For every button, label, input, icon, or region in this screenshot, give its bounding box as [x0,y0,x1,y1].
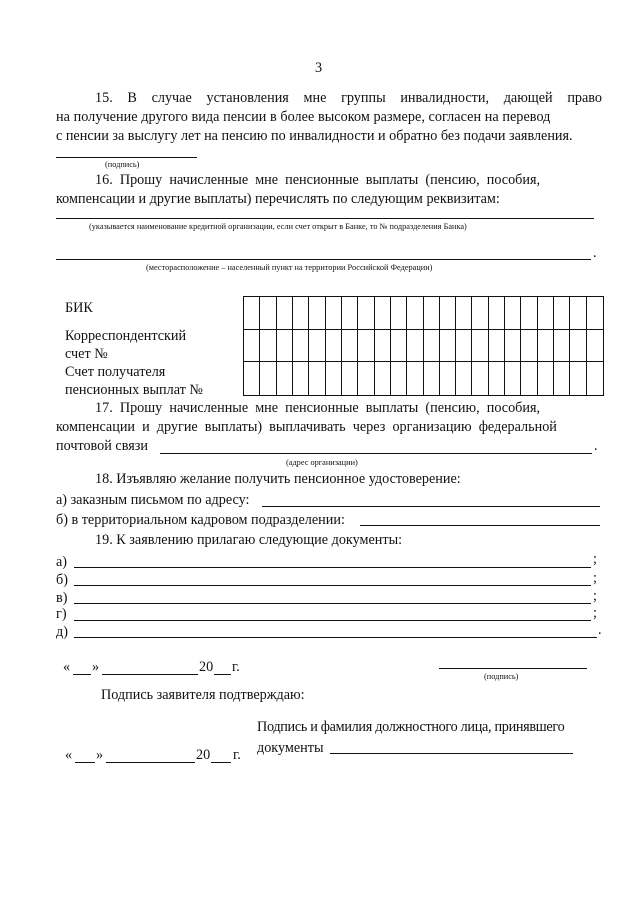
p16-line1: 16. Прошу начисленные мне пенсионные выплаты (пенсию, пособия, [95,172,541,188]
requisites-cell[interactable] [358,362,374,395]
bank-caption: (указывается наименование кредитной организации, если счет открыт в Банке, то № подразделения Банка) [89,222,467,231]
signature-caption: (подпись) [105,160,140,169]
requisites-cell[interactable] [587,330,603,363]
requisites-cell[interactable] [570,330,586,363]
requisites-cell[interactable] [375,297,391,330]
requisites-cell[interactable] [456,297,472,330]
p15-word: дающей [503,90,553,106]
requisites-cell[interactable] [538,362,554,395]
requisites-cell[interactable] [391,362,407,395]
doc-item-end: ; [593,551,597,567]
location-field[interactable] [56,259,591,260]
requisites-cell[interactable] [489,330,505,363]
doc-item-field[interactable] [74,585,591,586]
requisites-cell[interactable] [424,362,440,395]
recipient-account-label-1: Счет получателя [65,364,166,380]
date-day-field[interactable] [75,762,95,763]
requisites-cell[interactable] [326,362,342,395]
requisites-cell[interactable] [375,362,391,395]
applicant-signature-confirm: Подпись заявителя подтверждаю: [101,687,305,703]
date-year-field[interactable] [211,762,231,763]
recipient-account-label-2: пенсионных выплат № [65,382,203,398]
location-end: . [593,245,597,261]
doc-item-end: ; [593,570,597,586]
doc-item-field[interactable] [74,603,591,604]
bik-label: БИК [65,300,93,316]
date-open-quote: « [63,659,71,675]
requisites-cell[interactable] [358,330,374,363]
mail-address-field[interactable] [262,506,600,507]
date-close-quote: » [92,659,100,675]
requisites-cell[interactable] [293,330,309,363]
signature-line[interactable] [439,668,587,669]
p15-line1 [95,90,602,107]
requisites-cell[interactable] [326,330,342,363]
bank-name-field[interactable] [56,218,594,219]
date-open-quote: « [65,747,73,763]
requisites-cell[interactable] [277,362,293,395]
requisites-cell[interactable] [554,330,570,363]
location-caption: (месторасположение – населенный пункт на территории Российской Федерации) [146,263,433,272]
date-month-field[interactable] [106,762,195,763]
date-month-field[interactable] [102,674,198,675]
requisites-cell[interactable] [456,362,472,395]
requisites-cell[interactable] [505,362,521,395]
signature-line[interactable] [56,157,197,158]
requisites-cell[interactable] [505,330,521,363]
page-number: 3 [315,60,323,76]
p19-heading: 19. К заявлению прилагаю следующие документы: [95,532,403,548]
p15-word: мне [303,90,327,106]
requisites-cell[interactable] [342,330,358,363]
doc-item-label: в) [56,590,68,606]
date-year-prefix: 20 [196,747,211,763]
p15-word: установления [206,90,289,106]
requisites-cell[interactable] [293,297,309,330]
requisites-cell[interactable] [309,330,325,363]
requisites-cell[interactable] [505,297,521,330]
requisites-cell[interactable] [489,297,505,330]
requisites-cell[interactable] [391,297,407,330]
p18-option-b: б) в территориальном кадровом подразделении: [56,512,345,528]
requisites-cell[interactable] [309,362,325,395]
requisites-cell[interactable] [260,297,276,330]
doc-item-end: ; [593,605,597,621]
requisites-cell[interactable] [407,297,423,330]
requisites-cell[interactable] [472,297,488,330]
requisites-cell[interactable] [342,297,358,330]
requisites-cell[interactable] [244,330,260,363]
date-close-quote: » [96,747,104,763]
requisites-cell[interactable] [472,330,488,363]
p16-line2: компенсации и другие выплаты) перечислять по следующим реквизитам: [56,191,500,207]
p15-word: группы [341,90,386,106]
requisites-cell[interactable] [424,297,440,330]
requisites-cell[interactable] [570,362,586,395]
requisites-cell[interactable] [407,330,423,363]
official-signature-label-1: Подпись и фамилия должностного лица, принявшего [257,719,565,735]
doc-item-label: д) [56,624,68,640]
address-caption: (адрес организации) [286,458,358,467]
requisites-cell[interactable] [391,330,407,363]
requisites-cell[interactable] [554,297,570,330]
hr-department-field[interactable] [360,525,600,526]
date-year-field[interactable] [214,674,231,675]
p15-word: инвалидности, [400,90,489,106]
p15-word: право [567,90,602,106]
requisites-cell[interactable] [293,362,309,395]
requisites-cell[interactable] [440,362,456,395]
requisites-cell[interactable] [440,297,456,330]
p17-line3-end: . [594,438,598,454]
p15-number: 15. [95,90,113,106]
p17-line2: компенсации и другие выплаты) выплачивать через организацию федеральной [56,419,557,435]
requisites-cell[interactable] [424,330,440,363]
p18-option-a: а) заказным письмом по адресу: [56,492,250,508]
date-year-suffix: г. [233,747,241,763]
p15-word: случае [151,90,192,106]
p17-line1: 17. Прошу начисленные мне пенсионные выплаты (пенсию, пособия, [95,400,541,416]
corr-account-label-2: счет № [65,346,108,362]
date-year-suffix: г. [232,659,240,675]
p17-line3-label: почтовой связи [56,438,148,454]
requisites-cell[interactable] [472,362,488,395]
doc-item-field[interactable] [74,620,591,621]
post-office-address-field[interactable] [160,453,592,454]
requisites-cell[interactable] [521,297,537,330]
requisites-cell[interactable] [358,297,374,330]
requisites-cell[interactable] [554,362,570,395]
doc-item-label: г) [56,606,67,622]
requisites-cell[interactable] [244,362,260,395]
requisites-cell[interactable] [456,330,472,363]
official-signature-field[interactable] [330,753,573,754]
date-year-prefix: 20 [199,659,214,675]
requisites-cell[interactable] [440,330,456,363]
doc-item-label: б) [56,572,68,588]
p15-word: В [127,90,137,106]
requisites-cell[interactable] [326,297,342,330]
requisites-grid[interactable] [243,296,604,396]
requisites-cell[interactable] [407,362,423,395]
requisites-cell[interactable] [342,362,358,395]
requisites-cell[interactable] [521,330,537,363]
corr-account-label-1: Корреспондентский [65,328,187,344]
p18-heading: 18. Изъявляю желание получить пенсионное удостоверение: [95,471,461,487]
requisites-cell[interactable] [260,330,276,363]
requisites-cell[interactable] [587,362,603,395]
date-day-field[interactable] [73,674,91,675]
requisites-cell[interactable] [277,330,293,363]
requisites-cell[interactable] [309,297,325,330]
p15-line2: на получение другого вида пенсии в более высоком размере, согласен на перевод [56,109,551,125]
official-signature-label-2: документы [257,740,324,756]
requisites-cell[interactable] [587,297,603,330]
requisites-cell[interactable] [538,297,554,330]
signature-caption: (подпись) [484,672,519,681]
requisites-cell[interactable] [244,297,260,330]
requisites-cell[interactable] [521,362,537,395]
requisites-cell[interactable] [489,362,505,395]
doc-item-field[interactable] [74,567,591,568]
doc-item-end: ; [593,588,597,604]
doc-item-label: а) [56,554,68,570]
doc-item-field[interactable] [74,637,597,638]
p15-line3: с пенсии за выслугу лет на пенсию по инвалидности и обратно без подачи заявления. [56,128,573,144]
requisites-cell[interactable] [260,362,276,395]
requisites-cell[interactable] [375,330,391,363]
requisites-cell[interactable] [538,330,554,363]
requisites-cell[interactable] [570,297,586,330]
doc-item-end: . [598,622,602,638]
requisites-cell[interactable] [277,297,293,330]
